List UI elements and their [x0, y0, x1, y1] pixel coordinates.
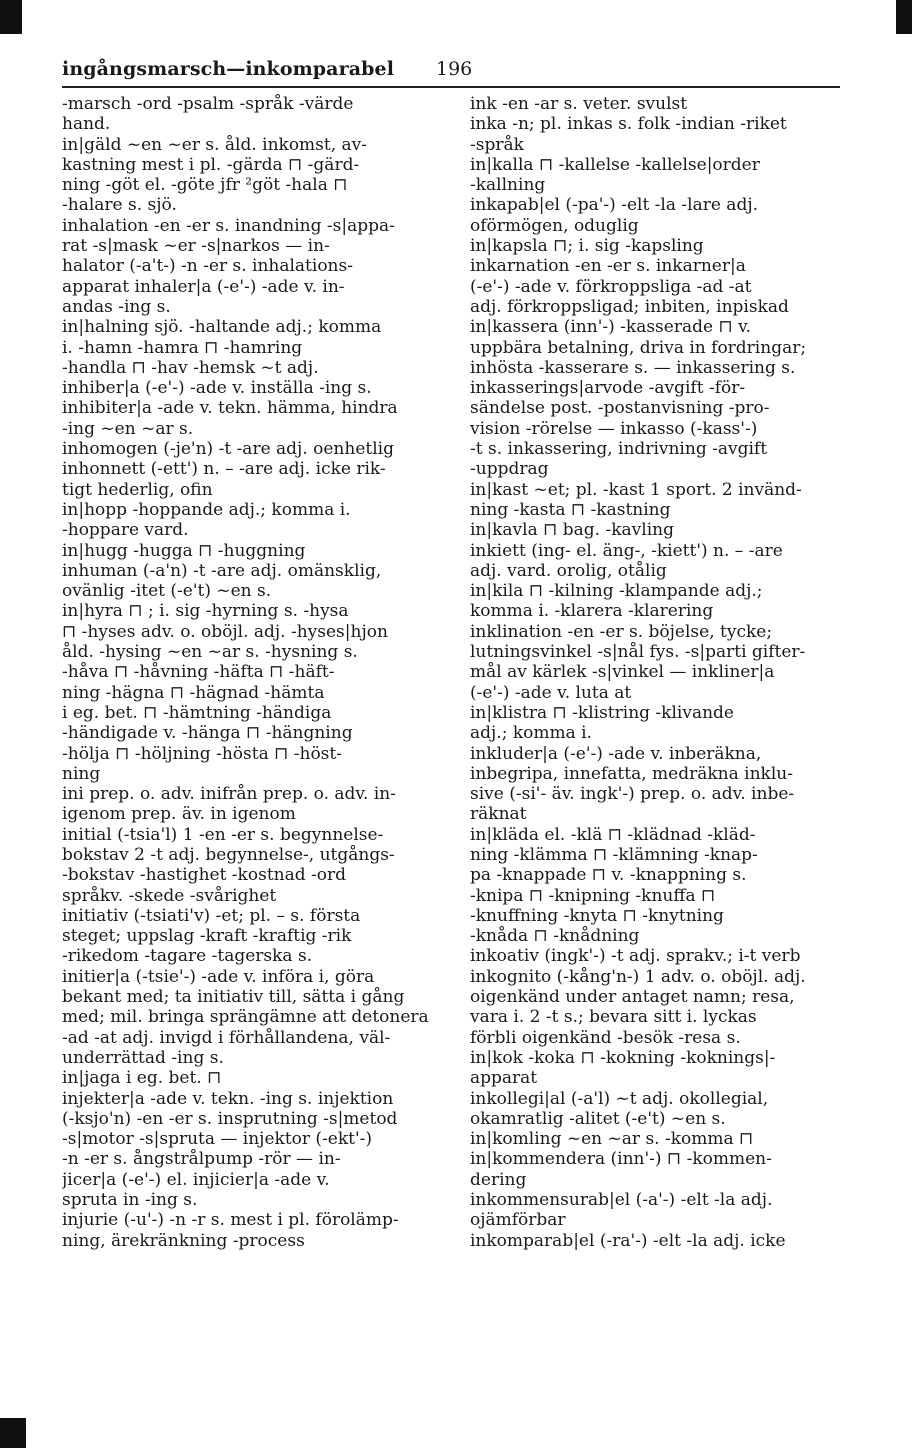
entry-line: inkollegi|al (-a'l) ~t adj. okollegial,: [470, 1088, 769, 1109]
entry-line: steget; uppslag -kraft -kraftig -rik: [62, 926, 352, 947]
entry-line: in|kila ⊓ -kilning -klampande adj.;: [470, 581, 763, 602]
entry-line: ning -göt el. -göte jfr ²göt -hala ⊓: [62, 175, 348, 196]
entry-line: inkognito (-kång'n-) 1 adv. o. oböjl. adj.: [470, 966, 806, 987]
entry-line: in|klistra ⊓ -klistring -klivande: [470, 702, 734, 723]
entry-line: -knåda ⊓ -knådning: [470, 926, 640, 947]
entry-line: komma i. -klarera -klarering: [470, 601, 714, 622]
entry-line: inhösta -kasserare s. — inkassering s.: [470, 357, 796, 378]
entry-line: inkluder|a (-e'-) -ade v. inberäkna,: [470, 743, 762, 764]
entry-line: -ad -at adj. invigd i förhållandena, väl-: [62, 1027, 391, 1048]
entry-line: adj. vard. orolig, otålig: [470, 560, 667, 581]
entry-line: in|kläda el. -klä ⊓ -klädnad -kläd-: [470, 824, 756, 845]
entry-line: oigenkänd under antaget namn; resa,: [470, 987, 795, 1008]
entry-line: med; mil. bringa sprängämne att detonera: [62, 1007, 429, 1028]
entry-line: -kallning: [470, 175, 546, 196]
entry-line: ning: [62, 763, 101, 784]
entry-line: -bokstav -hastighet -kostnad -ord: [62, 865, 347, 886]
entry-line: in|kassera (inn'-) -kasserade ⊓ v.: [470, 317, 752, 338]
entry-line: oförmögen, oduglig: [470, 215, 639, 236]
entry-line: initial (-tsia'l) 1 -en -er s. begynnelse-: [62, 824, 384, 845]
entry-line: vision -rörelse — inkasso (-kass'-): [470, 418, 758, 439]
scan-border-corner: [0, 0, 22, 34]
entry-line: ning -kasta ⊓ -kastning: [470, 499, 671, 520]
entry-line: inhomogen (-je'n) -t -are adj. oenhetlig: [62, 439, 394, 460]
entry-line: -knuffning -knyta ⊓ -knytning: [470, 905, 724, 926]
scan-border-corner: [896, 0, 912, 34]
entry-line: i. -hamn -hamra ⊓ -hamring: [62, 337, 303, 358]
entry-line: kastning mest i pl. -gärda ⊓ -gärd-: [62, 154, 360, 175]
entry-line: i eg. bet. ⊓ -hämtning -händiga: [62, 702, 332, 723]
entry-line: inkomparab|el (-ra'-) -elt -la adj. icke: [470, 1230, 786, 1251]
entry-line: ⊓ -hyses adv. o. oböjl. adj. -hyses|hjon: [62, 621, 388, 642]
entry-line: ini prep. o. adv. inifrån prep. o. adv. in-: [62, 784, 396, 805]
entry-line: inkiett (ing- el. äng-, -kiett') n. – -are: [470, 540, 783, 561]
entry-line: språkv. -skede -svårighet: [62, 885, 277, 906]
entry-line: ink -en -ar s. veter. svulst: [470, 94, 688, 114]
entry-line: -s|motor -s|spruta — injektor (-ekt'-): [62, 1129, 373, 1150]
entry-line: okamratlig -alitet (-e't) ~en s.: [470, 1108, 726, 1129]
entry-line: in|kast ~et; pl. -kast 1 sport. 2 invänd-: [470, 479, 802, 500]
entry-line: -marsch -ord -psalm -språk -värde: [62, 94, 354, 114]
entry-line: -n -er s. ångstrålpump -rör — in-: [62, 1149, 341, 1170]
left-column: [62, 94, 434, 1251]
entry-line: -knipa ⊓ -knipning -knuffa ⊓: [470, 885, 716, 906]
entry-line: andas -ing s.: [62, 296, 171, 317]
entry-line: halator (-a't-) -n -er s. inhalations-: [62, 256, 353, 277]
entry-line: tigt hederlig, ofin: [62, 479, 213, 500]
running-head: ingångsmarsch—inkomparabel: [62, 58, 395, 80]
entry-line: vara i. 2 -t s.; bevara sitt i. lyckas: [470, 1007, 757, 1028]
entry-line: räknat: [470, 804, 527, 825]
entry-line: inhiber|a (-e'-) -ade v. inställa -ing s.: [62, 378, 372, 399]
entry-line: in|kapsla ⊓; i. sig -kapsling: [470, 236, 704, 257]
entry-line: dering: [470, 1169, 527, 1190]
entry-line: (-e'-) -ade v. luta at: [470, 682, 632, 703]
entry-line: pa -knappade ⊓ v. -knappning s.: [470, 865, 747, 886]
entry-line: spruta in -ing s.: [62, 1190, 198, 1211]
entry-line: ning, ärekränkning -process: [62, 1230, 305, 1251]
entry-line: in|gäld ~en ~er s. åld. inkomst, av-: [62, 134, 368, 155]
entry-line: inkasserings|arvode -avgift -för-: [470, 378, 746, 399]
entry-line: -händigade v. -hänga ⊓ -hängning: [62, 723, 353, 744]
entry-line: -uppdrag: [470, 459, 549, 480]
entry-line: uppbära betalning, driva in fordringar;: [470, 337, 807, 358]
entry-line: inhuman (-a'n) -t -are adj. omänsklig,: [62, 560, 382, 581]
entry-line: in|jaga i eg. bet. ⊓: [62, 1068, 222, 1089]
entry-line: in|hopp -hoppande adj.; komma i.: [62, 499, 351, 520]
entry-line: ojämförbar: [470, 1210, 566, 1231]
entry-line: hand.: [62, 114, 111, 135]
entry-line: jicer|a (-e'-) el. injicier|a -ade v.: [62, 1169, 330, 1190]
entry-line: underrättad -ing s.: [62, 1047, 224, 1068]
entry-line: inkarnation -en -er s. inkarner|a: [470, 256, 746, 277]
entry-line: inbegripa, innefatta, medräkna inklu-: [470, 763, 793, 784]
entry-line: -t s. inkassering, indrivning -avgift: [470, 439, 768, 460]
entry-line: åld. -hysing ~en ~ar s. -hysning s.: [62, 642, 358, 663]
entry-line: initiativ (-tsiati'v) -et; pl. – s. första: [62, 905, 361, 926]
entry-line: -ing ~en ~ar s.: [62, 418, 194, 439]
scan-border-corner: [0, 1418, 26, 1448]
entry-line: inkapab|el (-pa'-) -elt -la -lare adj.: [470, 195, 758, 216]
entry-line: inhalation -en -er s. inandning -s|appa-: [62, 215, 395, 236]
entry-line: bokstav 2 -t adj. begynnelse-, utgångs-: [62, 844, 395, 865]
entry-line: in|kok -koka ⊓ -kokning -koknings|-: [470, 1047, 776, 1068]
header-rule: [62, 86, 840, 88]
entry-line: apparat inhaler|a (-e'-) -ade v. in-: [62, 276, 345, 297]
entry-line: förbli oigenkänd -besök -resa s.: [470, 1027, 741, 1048]
entry-line: in|kavla ⊓ bag. -kavling: [470, 520, 674, 541]
entry-line: inklination -en -er s. böjelse, tycke;: [470, 621, 773, 642]
entry-line: (-ksjo'n) -en -er s. insprutning -s|metod: [62, 1108, 398, 1129]
entry-line: lutningsvinkel -s|nål fys. -s|parti gifter-: [470, 642, 806, 663]
entry-line: ovänlig -itet (-e't) ~en s.: [62, 581, 272, 602]
entry-line: adj. förkroppsligad; inbiten, inpiskad: [470, 296, 789, 317]
entry-line: in|hugg -hugga ⊓ -huggning: [62, 540, 306, 561]
entry-line: -håva ⊓ -håvning -häfta ⊓ -häft-: [62, 662, 335, 683]
entry-line: injekter|a -ade v. tekn. -ing s. injektion: [62, 1088, 394, 1109]
entry-line: -språk: [470, 134, 524, 155]
entry-line: inkoativ (ingk'-) -t adj. sprakv.; i-t verb: [470, 946, 801, 967]
entry-line: inka -n; pl. inkas s. folk -indian -riket: [470, 114, 787, 135]
entry-line: -rikedom -tagare -tagerska s.: [62, 946, 313, 967]
entry-line: mål av kärlek -s|vinkel — inkliner|a: [470, 662, 775, 683]
entry-line: inhibiter|a -ade v. tekn. hämma, hindra: [62, 398, 398, 419]
entry-line: inhonnett (-ett') n. – -are adj. icke rik-: [62, 459, 386, 480]
entry-line: in|kommendera (inn'-) ⊓ -kommen-: [470, 1149, 772, 1170]
entry-line: in|komling ~en ~ar s. -komma ⊓: [470, 1129, 754, 1150]
entry-line: injurie (-u'-) -n -r s. mest i pl. förolämp-: [62, 1210, 399, 1231]
entry-line: -hölja ⊓ -höljning -hösta ⊓ -höst-: [62, 743, 342, 764]
entry-line: -hoppare vard.: [62, 520, 189, 541]
entry-line: -halare s. sjö.: [62, 195, 177, 216]
entry-line: -handla ⊓ -hav -hemsk ~t adj.: [62, 357, 319, 378]
entry-line: igenom prep. äv. in igenom: [62, 804, 296, 825]
entry-line: adj.; komma i.: [470, 723, 592, 744]
page-number: 196: [436, 58, 473, 80]
entry-line: rat -s|mask ~er -s|narkos — in-: [62, 236, 330, 257]
entry-line: apparat: [470, 1068, 538, 1089]
entry-line: in|halning sjö. -haltande adj.; komma: [62, 317, 382, 338]
entry-line: sändelse post. -postanvisning -pro-: [470, 398, 770, 419]
entry-line: (-e'-) -ade v. förkroppsliga -ad -at: [470, 276, 752, 297]
entry-line: in|hyra ⊓ ; i. sig -hyrning s. -hysa: [62, 601, 349, 622]
entry-line: initier|a (-tsie'-) -ade v. införa i, göra: [62, 966, 375, 987]
right-column: [470, 94, 842, 1251]
entry-line: ning -hägna ⊓ -hägnad -hämta: [62, 682, 325, 703]
entry-line: ning -klämma ⊓ -klämning -knap-: [470, 844, 758, 865]
entry-line: bekant med; ta initiativ till, sätta i gång: [62, 987, 405, 1008]
entry-line: inkommensurab|el (-a'-) -elt -la adj.: [470, 1190, 773, 1211]
entry-line: sive (-si'- äv. ingk'-) prep. o. adv. inbe-: [470, 784, 795, 805]
entry-line: in|kalla ⊓ -kallelse -kallelse|order: [470, 154, 760, 175]
